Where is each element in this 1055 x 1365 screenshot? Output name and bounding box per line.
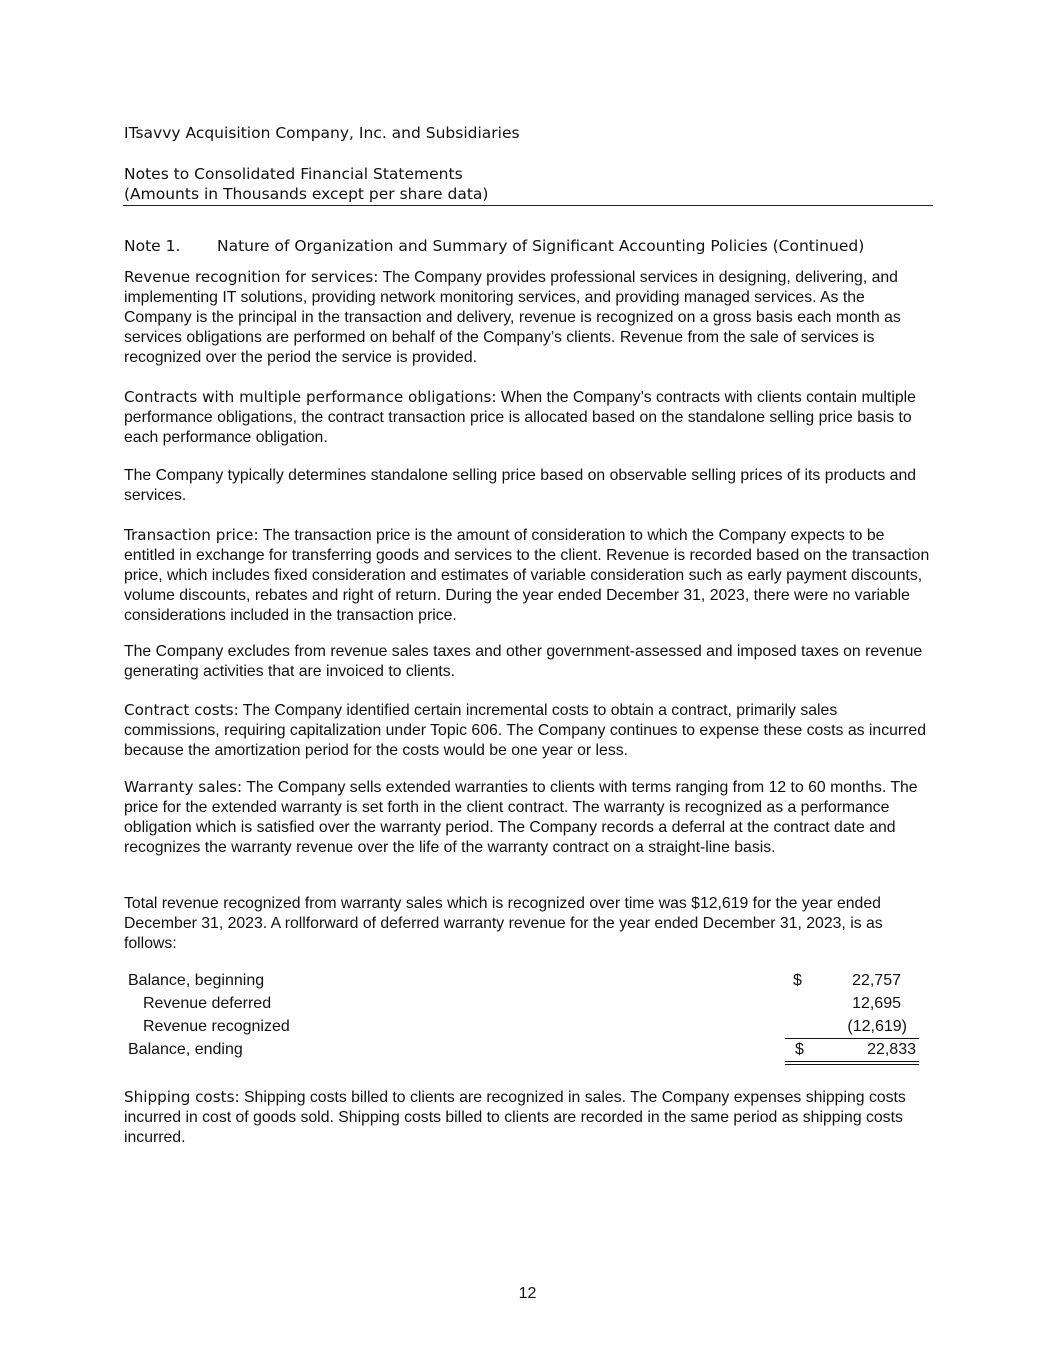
company-name: ITsavvy Acquisition Company, Inc. and Subsidiaries (124, 124, 520, 142)
table-row (124, 972, 934, 994)
paragraph-lead: Contract costs: (124, 701, 239, 719)
paragraph-shipping-costs (124, 1087, 934, 1148)
row-label: Revenue deferred (143, 995, 272, 1012)
paragraph-lead: Contracts with multiple performance obligations: (124, 388, 497, 406)
row-value: 22,757 (852, 972, 901, 989)
paragraph-body: The Company typically determines standalone selling price based on observable selling prices of its products and services. (124, 467, 917, 504)
notes-title: Notes to Consolidated Financial Statements (124, 165, 463, 183)
row-value: 12,695 (852, 995, 901, 1012)
row-value: 22,833 (867, 1041, 916, 1058)
paragraph-body: Total revenue recognized from warranty sales which is recognized over time was $12,619 for the year ended December 31, 2023. A rollforward of deferred warranty revenue for the year ended December 31, 2023, is as follows: (124, 895, 883, 952)
total-double-rule (785, 1061, 919, 1062)
paragraph-body: The transaction price is the amount of consideration to which the Company expects to be entitled in exchange for transferring goods and services to the client. Revenue is recorded based on the transaction price, which includes fixed consideration and estimates of variable consideration such as early payment discounts, volume discounts, rebates and right of return. During the year ended December 31, 2023, there were no variable considerations included in the transaction price. (124, 527, 930, 624)
paragraph-transaction-price (124, 525, 934, 626)
total-double-rule (785, 1064, 919, 1065)
table-row (124, 1041, 934, 1063)
row-label: Balance, beginning (128, 972, 265, 989)
paragraph-lead: Transaction price: (124, 526, 259, 544)
paragraph-body: When the Company’s contracts with clients contain multiple performance obligations, the contract transaction price is allocated based on the standalone selling price basis to each performance obligation. (124, 389, 916, 446)
paragraph-lead: Shipping costs: (124, 1088, 240, 1106)
page-number: 12 (518, 1285, 537, 1302)
row-value: (12,619) (847, 1018, 907, 1035)
currency-symbol: $ (795, 1041, 804, 1058)
paragraph-contracts-multiple (124, 387, 934, 448)
note-heading (124, 237, 864, 255)
table-row (124, 1018, 934, 1040)
row-label: Balance, ending (128, 1041, 243, 1058)
paragraph-body: The Company excludes from revenue sales taxes and other government-assessed and imposed taxes on revenue generating activities that are invoiced to clients. (124, 643, 923, 680)
paragraph-lead: Revenue recognition for services: (124, 268, 379, 286)
row-label: Revenue recognized (143, 1018, 290, 1035)
table-row (124, 995, 934, 1017)
paragraph-body: Shipping costs billed to clients are recognized in sales. The Company expenses shipping costs incurred in cost of goods sold. Shipping costs billed to clients are recorded in the same period as shipping costs incurred. (124, 1089, 906, 1146)
paragraph-body: The Company sells extended warranties to clients with terms ranging from 12 to 60 months. The price for the extended warranty is set forth in the client contract. The warranty is recognized as a performance obligation which is satisfied over the warranty period. The Company records a deferral at the contract date and recognizes the warranty revenue over the life of the warranty contract on a straight-line basis. (124, 779, 918, 856)
subtotal-rule (785, 1038, 919, 1039)
currency-symbol: $ (793, 972, 802, 989)
paragraph-excludes-taxes (124, 642, 934, 682)
paragraph-body: The Company provides professional services in designing, delivering, and implementing IT solutions, providing network monitoring services, and providing managed services. As the Company is the principal in the transaction and delivery, revenue is recognized on a gross basis each month as services obligations are performed on behalf of the Company’s clients. Revenue from the sale of services is recognized over the period the service is provided. (124, 269, 901, 366)
paragraph-body: The Company identified certain incremental costs to obtain a contract, primarily sales commissions, requiring capitalization under Topic 606. The Company continues to expense these costs as incurred because the amortization period for the costs would be one year or less. (124, 702, 926, 759)
amounts-note: (Amounts in Thousands except per share data) (124, 185, 489, 203)
paragraph-contract-costs (124, 700, 934, 761)
paragraph-warranty-sales (124, 777, 934, 858)
paragraph-lead: Warranty sales: (124, 778, 243, 796)
paragraph-standalone (124, 466, 934, 506)
header-rule (123, 205, 933, 206)
paragraph-total-revenue (124, 894, 934, 954)
paragraph-revenue-services (124, 267, 934, 368)
statement-title (124, 164, 488, 204)
note-title: Nature of Organization and Summary of Significant Accounting Policies (Continued) (217, 237, 865, 255)
note-number: Note 1. (124, 237, 181, 255)
